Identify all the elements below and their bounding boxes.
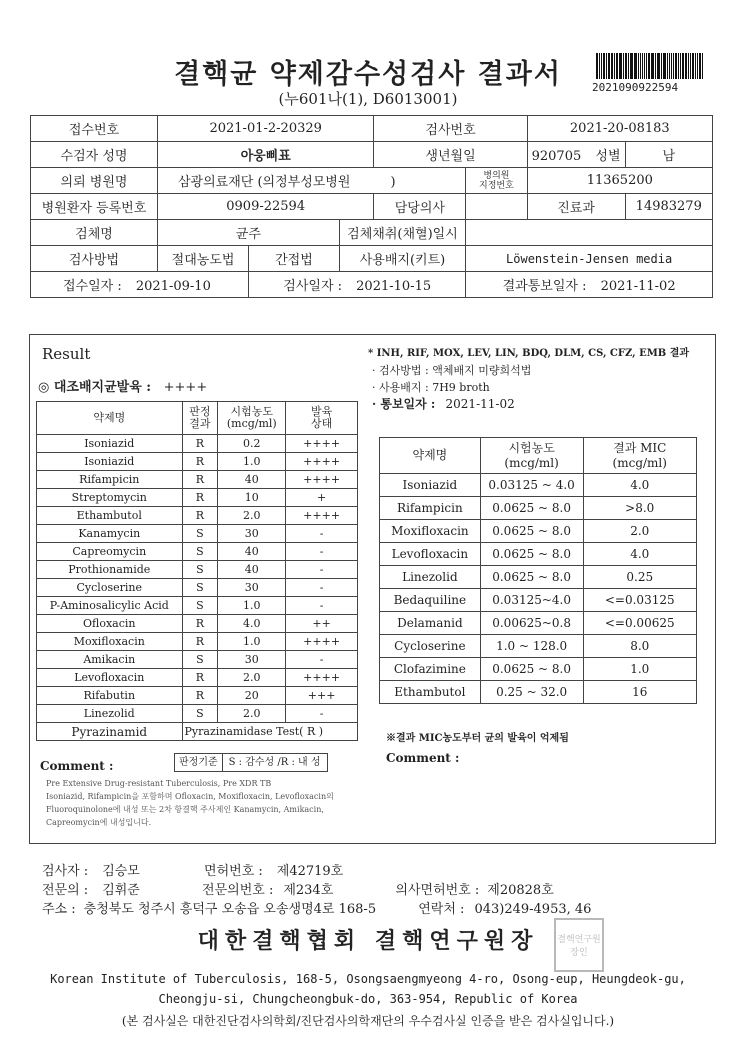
mic-cell-drug: Moxifloxacin [380, 520, 481, 543]
cell-conc: 1.0 [218, 633, 286, 651]
cell-conc: 1.0 [218, 597, 286, 615]
certification: (본 검사실은 대한진단검사의학회/진단검사의학재단의 우수검사실 인증을 받은 검사실입니다.) [121, 1014, 615, 1028]
cell-conc: 20 [218, 687, 286, 705]
mic-cell-mic: 0.25 [583, 566, 697, 589]
cell-drug: Rifampicin [37, 471, 183, 489]
cell-result: S [182, 597, 218, 615]
cell-drug: P-Aminosalicylic Acid [37, 597, 183, 615]
cell-conc: 30 [218, 579, 286, 597]
barcode [596, 53, 704, 79]
cell-result: S [182, 651, 218, 669]
cell-result: R [182, 471, 218, 489]
table-row [37, 633, 358, 651]
comment-label: Comment : [40, 759, 114, 773]
cell-growth: ++ [286, 615, 358, 633]
table-row [37, 651, 358, 669]
table-row [380, 612, 697, 635]
mic-col-range: 시험농도 (mcg/ml) [480, 438, 583, 474]
mic-cell-mic: <=0.03125 [583, 589, 697, 612]
table-row [37, 435, 358, 453]
cell-drug: Streptomycin [37, 489, 183, 507]
sex: 남 [625, 142, 712, 168]
birth-label: 생년월일 [374, 142, 527, 168]
receipt-no: 2021-01-2-20329 [157, 116, 373, 142]
mic-cell-mic: 16 [583, 681, 697, 704]
form-number: (누601나(1), D6013001) [278, 90, 458, 108]
cell-result: S [182, 543, 218, 561]
address-row: 주소 : 충청북도 청주시 흥덕구 오송읍 오송생명4로 168-5 연락처 : 043)249-4953, 46 [42, 902, 592, 917]
mic-info: * INH, RIF, MOX, LEV, LIN, BDQ, DLM, CS, CFZ, EMB 결과 · 검사방법 : 액체배지 미량희석법 · 사용배지 : 7H9 broth · 통보일자 : 2021-11-02 [368, 348, 690, 411]
cell-conc: 2.0 [218, 705, 286, 723]
mic-cell-drug: Delamanid [380, 612, 481, 635]
mic-comment-label: Comment : [386, 751, 460, 765]
medium: Löwenstein-Jensen media [466, 246, 713, 272]
mic-cell-range: 0.00625~0.8 [480, 612, 583, 635]
mic-cell-range: 0.0625 ~ 8.0 [480, 543, 583, 566]
table-row [37, 471, 358, 489]
tester-row: 검사자 : 김승모 면허번호 : 제42719호 [42, 864, 344, 879]
test-no-label: 검사번호 [374, 116, 527, 142]
address-en-1: Korean Institute of Tuberculosis, 168-5, Osongsaengmyeong 4-ro, Osong-eup, Heungdeok-gu, [50, 972, 686, 986]
cell-growth: - [286, 705, 358, 723]
patient-reg: 0909-22594 [157, 194, 373, 220]
col-conc: 시험농도 (mcg/ml) [218, 402, 286, 435]
mic-col-drug: 약제명 [380, 438, 481, 474]
hospital-code-label: 병의원 지정번호 [466, 168, 527, 194]
mic-cell-drug: Clofazimine [380, 658, 481, 681]
mic-cell-drug: Isoniazid [380, 474, 481, 497]
mic-cell-mic: 4.0 [583, 474, 697, 497]
table-row [37, 615, 358, 633]
cell-growth: - [286, 525, 358, 543]
mic-cell-mic: <=0.00625 [583, 612, 697, 635]
table-row [37, 561, 358, 579]
mic-table [379, 437, 697, 704]
col-result: 판정 결과 [182, 402, 218, 435]
cell-drug: Prothionamide [37, 561, 183, 579]
specimen: 균주 [157, 220, 339, 246]
table-row [37, 597, 358, 615]
mic-cell-mic: 8.0 [583, 635, 697, 658]
test-no: 2021-20-08183 [527, 116, 712, 142]
mic-cell-drug: Ethambutol [380, 681, 481, 704]
dept: 14983279 [625, 194, 712, 220]
cell-result: S [182, 561, 218, 579]
cell-result: R [182, 615, 218, 633]
cell-conc: 1.0 [218, 453, 286, 471]
collect [466, 220, 713, 246]
method-2: 간접법 [249, 246, 340, 272]
mic-col-mic: 결과 MIC (mcg/ml) [583, 438, 697, 474]
cell-growth: - [286, 561, 358, 579]
cell-drug: Amikacin [37, 651, 183, 669]
table-row [37, 543, 358, 561]
mic-cell-drug: Rifampicin [380, 497, 481, 520]
table-row [380, 658, 697, 681]
cell-growth: ++++ [286, 507, 358, 525]
col-drug: 약제명 [37, 402, 183, 435]
cell-growth: ++++ [286, 633, 358, 651]
cell-conc: 30 [218, 651, 286, 669]
mic-cell-mic: >8.0 [583, 497, 697, 520]
mic-cell-drug: Linezolid [380, 566, 481, 589]
table-row [37, 669, 358, 687]
cell-growth: + [286, 489, 358, 507]
cell-drug: Cycloserine [37, 579, 183, 597]
mic-cell-range: 0.03125~4.0 [480, 589, 583, 612]
method-label: 검사방법 [31, 246, 158, 272]
result-title: Result [42, 345, 91, 363]
cell-drug: Ethambutol [37, 507, 183, 525]
cell-result: R [182, 489, 218, 507]
table-row [380, 474, 697, 497]
receipt-no-label: 접수번호 [31, 116, 158, 142]
cell-result: R [182, 453, 218, 471]
cell-drug: Isoniazid [37, 453, 183, 471]
cell-growth: - [286, 543, 358, 561]
cell-result: R [182, 507, 218, 525]
cell-growth: ++++ [286, 453, 358, 471]
hospital-code: 11365200 [527, 168, 712, 194]
cell-conc: 10 [218, 489, 286, 507]
table-row [380, 681, 697, 704]
cell-drug: Capreomycin [37, 543, 183, 561]
cell-result: S [182, 525, 218, 543]
pza-drug: Pyrazinamid [37, 723, 183, 741]
cell-result: R [182, 633, 218, 651]
doctor-label: 담당의사 [374, 194, 466, 220]
cell-drug: Ofloxacin [37, 615, 183, 633]
table-row [380, 566, 697, 589]
criteria-box: 판정기준 S : 감수성 /R : 내 성 [174, 753, 328, 772]
sex-label: 성별 [595, 149, 621, 164]
cell-conc: 0.2 [218, 435, 286, 453]
specimen-label: 검체명 [31, 220, 158, 246]
mic-cell-range: 0.0625 ~ 8.0 [480, 658, 583, 681]
patient-reg-label: 병원환자 등록번호 [31, 194, 158, 220]
cell-result: S [182, 705, 218, 723]
table-row [37, 579, 358, 597]
cell-growth: +++ [286, 687, 358, 705]
cell-conc: 30 [218, 525, 286, 543]
table-row [37, 453, 358, 471]
cell-drug: Moxifloxacin [37, 633, 183, 651]
institute-name: 대한결핵협회 결핵연구원장 [197, 928, 539, 954]
cell-growth: - [286, 651, 358, 669]
mic-note: ※결과 MIC농도부터 균의 발육이 억제됨 [386, 733, 569, 744]
cell-growth: ++++ [286, 471, 358, 489]
mic-cell-mic: 1.0 [583, 658, 697, 681]
table-row [37, 489, 358, 507]
document-title: 결핵균 약제감수성검사 결과서 [174, 59, 562, 90]
table-row [37, 525, 358, 543]
official-seal: 결핵연구원장인 [554, 918, 604, 972]
cell-drug: Kanamycin [37, 525, 183, 543]
cell-drug: Levofloxacin [37, 669, 183, 687]
susceptibility-table [36, 401, 358, 741]
test-date: 검사일자 : 2021-10-15 [249, 272, 466, 298]
mic-cell-drug: Cycloserine [380, 635, 481, 658]
method-1: 절대농도법 [157, 246, 248, 272]
mic-cell-mic: 4.0 [583, 543, 697, 566]
cell-result: R [182, 687, 218, 705]
barcode-number: 2021090922594 [592, 81, 679, 94]
mic-cell-mic: 2.0 [583, 520, 697, 543]
cell-conc: 2.0 [218, 669, 286, 687]
table-row [380, 520, 697, 543]
table-row [37, 687, 358, 705]
comment-text: Pre Extensive Drug-resistant Tuberculosis, Pre XDR TB Isoniazid, Rifampicin을 포함하며 Ofloxacin, Moxifloxacin, Levofloxacin의 Fluoroquinolone에 내성 또는 2차 항결핵 주사제인 Kanamycin, Amikacin, Capreomycin에 내성입니다. [46, 779, 334, 827]
cell-conc: 40 [218, 471, 286, 489]
medium-label: 사용배지(키트) [339, 246, 466, 272]
table-row [380, 543, 697, 566]
cell-conc: 40 [218, 543, 286, 561]
patient-name: 아웅삐표 [157, 142, 373, 168]
cell-result: R [182, 669, 218, 687]
cell-result: S [182, 579, 218, 597]
patient-name-label: 수검자 성명 [31, 142, 158, 168]
table-row [37, 507, 358, 525]
collect-label: 검체채취(채혈)일시 [339, 220, 466, 246]
mic-cell-range: 0.0625 ~ 8.0 [480, 566, 583, 589]
cell-result: R [182, 435, 218, 453]
specialist-row: 전문의 : 김휘준 전문의번호 : 제234호 의사면허번호 : 제20828호 [42, 883, 554, 898]
mic-cell-range: 0.03125 ~ 4.0 [480, 474, 583, 497]
col-growth: 발육 상태 [286, 402, 358, 435]
info-table [30, 115, 713, 298]
hospital-label: 의뢰 병원명 [31, 168, 158, 194]
cell-drug: Rifabutin [37, 687, 183, 705]
cell-growth: ++++ [286, 435, 358, 453]
cell-conc: 40 [218, 561, 286, 579]
hospital: 삼광의료재단 (의정부성모병원 ) [157, 168, 465, 194]
cell-conc: 2.0 [218, 507, 286, 525]
report-date: 결과통보일자 : 2021-11-02 [466, 272, 713, 298]
cell-drug: Linezolid [37, 705, 183, 723]
mic-cell-range: 0.0625 ~ 8.0 [480, 497, 583, 520]
mic-cell-drug: Bedaquiline [380, 589, 481, 612]
cell-growth: - [286, 597, 358, 615]
table-row [380, 589, 697, 612]
birth: 920705 성별 [527, 142, 625, 168]
mic-cell-range: 0.0625 ~ 8.0 [480, 520, 583, 543]
address-en-2: Cheongju-si, Chungcheongbuk-do, 363-954, Republic of Korea [158, 992, 578, 1006]
cell-growth: ++++ [286, 669, 358, 687]
mic-cell-range: 0.25 ~ 32.0 [480, 681, 583, 704]
pza-value: Pyrazinamidase Test( R ) [182, 723, 357, 741]
table-row [380, 635, 697, 658]
mic-cell-drug: Levofloxacin [380, 543, 481, 566]
doctor [466, 194, 527, 220]
mic-cell-range: 1.0 ~ 128.0 [480, 635, 583, 658]
dept-label: 진료과 [527, 194, 625, 220]
cell-conc: 4.0 [218, 615, 286, 633]
cell-drug: Isoniazid [37, 435, 183, 453]
cell-growth: - [286, 579, 358, 597]
control-growth: ◎ 대조배지균발육 : ++++ [38, 380, 208, 395]
table-row [380, 497, 697, 520]
table-row [37, 705, 358, 723]
receipt-date: 접수일자 : 2021-09-10 [31, 272, 249, 298]
